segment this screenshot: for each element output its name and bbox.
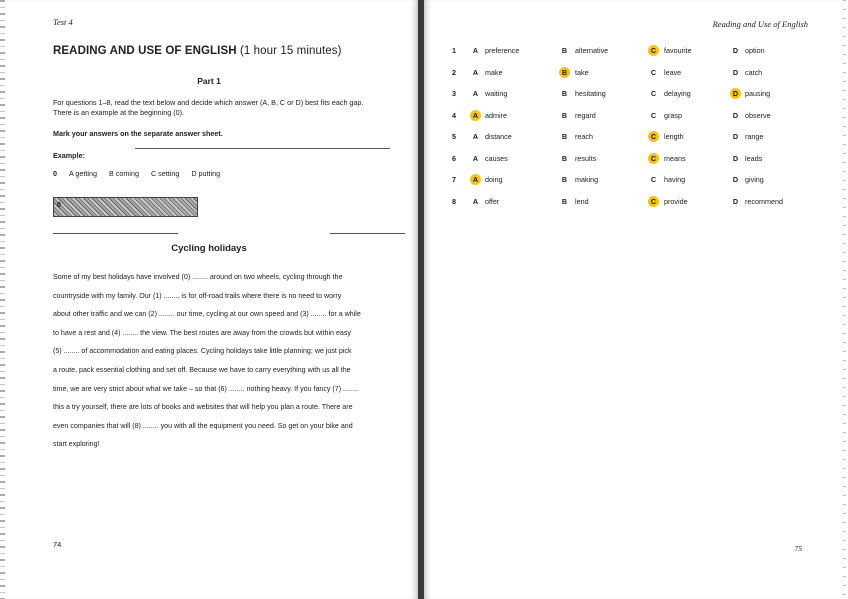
question-number: 4 xyxy=(452,110,456,120)
passage-line: to have a rest and (4) ........ the view. The best routes are away from the crowds but within easy xyxy=(53,328,351,337)
running-head-right: Reading and Use of English xyxy=(712,19,808,29)
option-c-text: grasp xyxy=(664,110,682,120)
instructions-answer-sheet: Mark your answers on the separate answer sheet. xyxy=(53,129,223,138)
example-option-c: C setting xyxy=(150,169,180,178)
instructions-line-2: There is an example at the beginning (0). xyxy=(53,108,185,117)
option-letter-a: A xyxy=(470,174,481,185)
option-letter-b: B xyxy=(561,89,568,98)
part-title: Part 1 xyxy=(197,76,221,86)
option-letter-d: D xyxy=(730,88,741,99)
option-letter-a: A xyxy=(472,46,479,55)
instructions-line-1: For questions 1–8, read the text below and decide which answer (A, B, C or D) best fits each gap. xyxy=(53,98,364,107)
option-letter-c: C xyxy=(650,110,657,120)
option-letter-d: D xyxy=(732,132,739,141)
page-edge xyxy=(0,0,5,599)
option-c-text: having xyxy=(664,175,686,184)
option-d-text: range xyxy=(745,132,764,141)
page-number-left: 74 xyxy=(53,540,62,549)
question-number: 1 xyxy=(452,46,456,55)
option-d-text: observe xyxy=(745,110,771,120)
option-d-text: option xyxy=(745,46,765,55)
option-d-text: recommend xyxy=(745,196,783,206)
passage-title: Cycling holidays xyxy=(171,243,247,254)
option-letter-b: B xyxy=(561,110,568,120)
section-heading xyxy=(53,45,342,57)
passage-line: countryside with my family. Our (1) ........ is for off-road trails where there is no need to worry xyxy=(53,291,342,300)
option-letter-a: A xyxy=(470,110,481,121)
passage-line: start exploring! xyxy=(53,440,100,449)
option-d-text: catch xyxy=(745,67,763,77)
option-letter-b: B xyxy=(561,132,568,141)
option-b-text: regard xyxy=(575,110,596,120)
heading-duration: (1 hour 15 minutes) xyxy=(239,45,342,57)
option-letter-b: B xyxy=(561,46,568,55)
example-option-b: B coming xyxy=(108,169,139,178)
example-number: 0 xyxy=(53,169,57,178)
example-grid-number: 0 xyxy=(57,202,61,209)
question-number: 2 xyxy=(452,67,456,77)
question-number: 8 xyxy=(452,196,456,206)
option-a-text: distance xyxy=(485,132,512,141)
option-letter-b: B xyxy=(559,67,570,78)
option-letter-a: A xyxy=(472,196,479,206)
option-letter-a: A xyxy=(472,89,479,98)
option-letter-b: B xyxy=(561,175,568,184)
option-c-text: length xyxy=(664,132,684,141)
option-b-text: making xyxy=(575,175,599,184)
option-letter-d: D xyxy=(732,110,739,120)
option-d-text: pausing xyxy=(745,89,771,98)
example-options xyxy=(53,169,232,178)
question-number: 6 xyxy=(452,153,456,163)
option-letter-a: A xyxy=(472,67,479,77)
question-number: 7 xyxy=(452,175,456,184)
option-letter-c: C xyxy=(648,196,659,207)
question-number: 3 xyxy=(452,89,456,98)
option-a-text: doing xyxy=(485,175,503,184)
page-edge xyxy=(843,0,846,599)
passage-line: (5) ........ of accommodation and eating places. Cycling holidays take little planning; we just pick xyxy=(53,347,352,356)
option-d-text: giving xyxy=(745,175,764,184)
left-page xyxy=(0,0,419,599)
option-c-text: favourite xyxy=(664,46,692,55)
option-letter-a: A xyxy=(472,132,479,141)
option-b-text: lend xyxy=(575,196,589,206)
passage-line: Some of my best holidays have involved (0) ........ around on two wheels, cycling through the xyxy=(53,273,343,281)
option-b-text: reach xyxy=(575,132,593,141)
example-label: Example: xyxy=(53,151,85,160)
title-rule-left xyxy=(53,233,178,234)
option-b-text: results xyxy=(575,153,597,163)
example-option-d: D putting xyxy=(191,169,221,178)
option-letter-b: B xyxy=(561,153,568,163)
page-number-right: 75 xyxy=(794,544,802,553)
option-c-text: delaying xyxy=(664,89,691,98)
option-letter-a: A xyxy=(472,153,479,163)
option-a-text: make xyxy=(485,67,503,77)
option-c-text: leave xyxy=(664,67,682,77)
title-rule-right xyxy=(330,233,405,234)
passage-line: a route, pack essential clothing and set off. Because we have to carry everything with us all the xyxy=(53,365,351,374)
passage-line: this a try yourself, there are lots of books and websites that will help you plan a route. There are xyxy=(53,403,353,412)
option-a-text: admire xyxy=(485,110,507,120)
option-letter-b: B xyxy=(561,196,568,206)
option-a-text: offer xyxy=(485,196,500,206)
option-letter-c: C xyxy=(648,45,659,56)
option-letter-c: C xyxy=(650,175,657,184)
option-letter-d: D xyxy=(732,196,739,206)
option-letter-d: D xyxy=(732,153,739,163)
option-letter-d: D xyxy=(732,175,739,184)
running-head-left: Test 4 xyxy=(53,17,73,27)
option-d-text: leads xyxy=(745,153,763,163)
option-c-text: means xyxy=(664,153,686,163)
option-b-text: hesitating xyxy=(575,89,606,98)
option-a-text: causes xyxy=(485,153,508,163)
heading-main: READING AND USE OF ENGLISH xyxy=(53,45,237,57)
passage-line: time, we are very strict about what we take – so that (6) ........ nothing heavy. If you fancy (7) ........ xyxy=(53,384,359,393)
option-a-text: preference xyxy=(485,46,520,55)
option-letter-d: D xyxy=(732,67,739,77)
option-b-text: alternative xyxy=(575,46,609,55)
question-number: 5 xyxy=(452,132,456,141)
passage-line: about other traffic and we can (2) ........ our time, cycling at our own speed and (3) ........ for a while xyxy=(53,310,361,319)
example-option-a: A getting xyxy=(69,169,97,178)
option-letter-c: C xyxy=(648,131,659,142)
option-letter-d: D xyxy=(732,46,739,55)
option-letter-c: C xyxy=(648,153,659,164)
option-letter-c: C xyxy=(650,67,657,77)
divider xyxy=(135,148,390,149)
passage-text xyxy=(53,268,406,454)
option-letter-c: C xyxy=(650,89,657,98)
option-c-text: provide xyxy=(664,196,688,206)
option-a-text: waiting xyxy=(485,89,508,98)
option-b-text: take xyxy=(575,67,589,77)
example-answer-grid xyxy=(53,197,198,217)
passage-line: even companies that will (8) ........ you with all the equipment you need. So get on your bike and xyxy=(53,421,353,430)
